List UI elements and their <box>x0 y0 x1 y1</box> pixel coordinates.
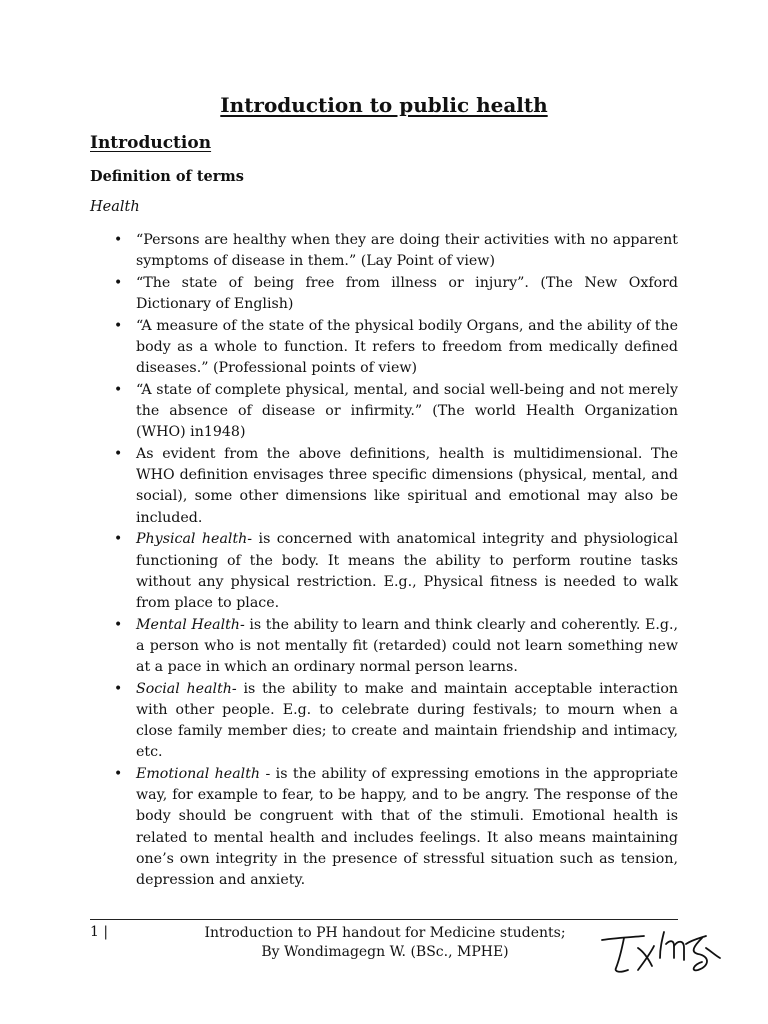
bullet-lead: Mental Health- <box>136 616 245 633</box>
bullet-text: is the ability to learn and think clearly and coherently. E.g., a person who is not mentally fit (retarded) could not learn something new at a pace in which an ordinary normal person learns. <box>136 616 679 676</box>
list-item <box>90 764 678 891</box>
signature-icon <box>598 918 724 976</box>
bullet-text: “The state of being free from illness or injury”. (The New Oxford Dictionary of English) <box>136 274 678 313</box>
list-item <box>90 380 678 444</box>
page-number: 1 | <box>90 924 109 940</box>
page-title: Introduction to public health <box>220 93 548 117</box>
bullet-lead: Emotional health <box>136 766 261 783</box>
footer-divider <box>90 919 678 920</box>
list-item <box>90 679 678 764</box>
section-heading: Introduction <box>90 133 212 153</box>
bullet-text: “Persons are healthy when they are doing their activities with no apparent symptoms of disease in them.” (Lay Point of view) <box>136 232 678 270</box>
list-item <box>90 230 678 272</box>
bullet-list <box>90 230 678 892</box>
bullet-lead: Physical health- <box>136 531 253 548</box>
bullet-text: “A measure of the state of the physical bodily Organs, and the ability of the body as a whole to function. It refers to freedom from medically defined diseases.” (Professional points of view) <box>136 317 678 377</box>
list-item <box>90 529 678 614</box>
bullet-text: - is the ability of expressing emotions in the appropriate way, for example to fear, to be happy, and to be angry. The response of the body should be congruent with that of the stimuli. Emotional health is related to mental health and includes feelings. It also means maintaining one’s own integrity in the presence of stressful situation such as tension, depression and anxiety. <box>136 766 678 889</box>
list-item <box>90 273 678 315</box>
footer-line-1: Introduction to PH handout for Medicine students; <box>204 925 566 941</box>
bullet-lead: Social health- <box>136 680 237 697</box>
bullet-text: “A state of complete physical, mental, and social well-being and not merely the absence of disease or infirmity.” (The world Health Organization (WHO) in1948) <box>136 381 678 441</box>
subheading-definition-of-terms: Definition of terms <box>90 168 244 185</box>
bullet-text: is concerned with anatomical integrity and physiological functioning of the body. It means the ability to perform routine tasks without any physical restriction. E.g., Physical fitness is needed to walk from place to place. <box>136 531 678 611</box>
bullet-text: is the ability to make and maintain acceptable interaction with other people. E.g. to celebrate during festivals; to mourn when a close family member dies; to create and maintain friendship and intimacy, etc. <box>136 680 678 761</box>
list-item <box>90 615 678 679</box>
list-item <box>90 316 678 380</box>
list-item <box>90 444 678 529</box>
bullet-text: As evident from the above definitions, health is multidimensional. The WHO definition envisages three specific dimensions (physical, mental, and social), some other dimensions like spiritual and emotional may also be included. <box>136 446 678 526</box>
term-health: Health <box>90 199 140 215</box>
footer-text <box>160 924 610 962</box>
footer-line-2: By Wondimagegn W. (BSc., MPHE) <box>261 944 509 960</box>
